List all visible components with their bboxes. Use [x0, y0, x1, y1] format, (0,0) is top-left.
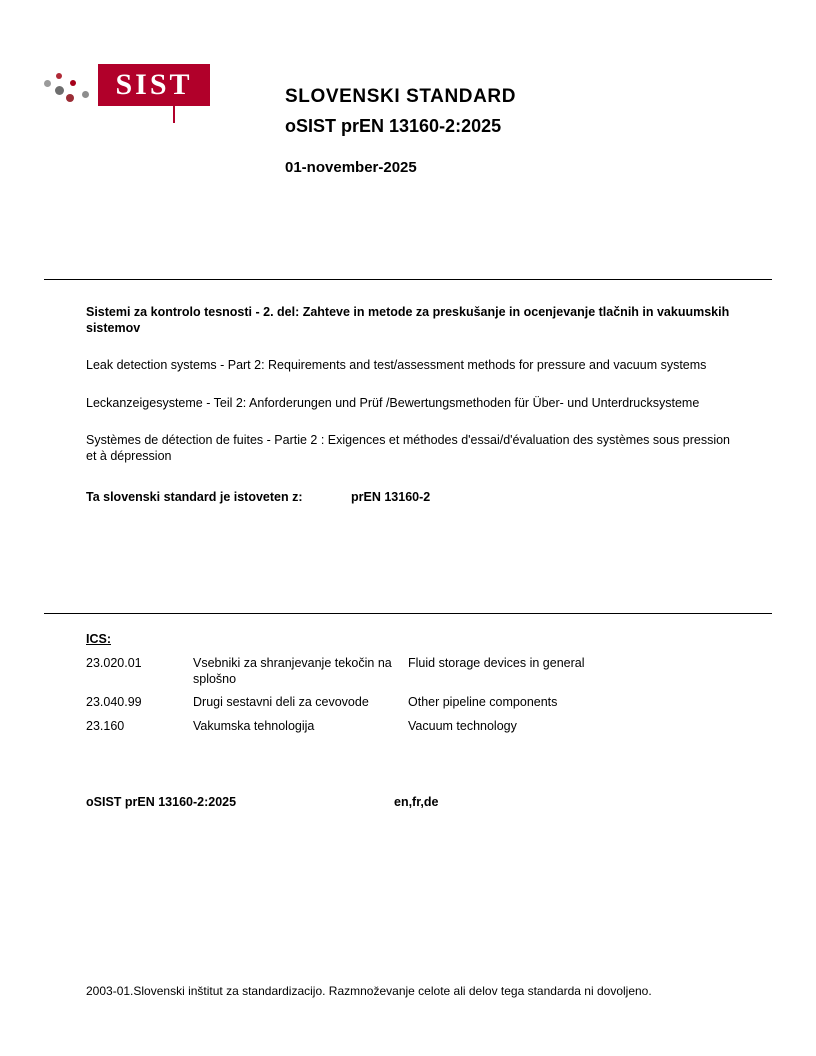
- logo-dots-icon: [42, 70, 102, 114]
- sist-logo: [42, 64, 210, 120]
- logo-wordmark-box: [98, 64, 210, 106]
- ics-term-english: Vacuum technology: [408, 718, 517, 733]
- logo-dot: [70, 80, 76, 86]
- ics-term-slovenian: Drugi sestavni deli za cevovode: [193, 695, 369, 709]
- ics-code: 23.160: [86, 718, 125, 733]
- ics-term-english: Other pipeline components: [408, 695, 558, 709]
- designation-number: oSIST prEN 13160-2:2025: [86, 795, 237, 809]
- logo-wordmark: SIST: [115, 68, 193, 101]
- ics-row: [86, 656, 731, 687]
- designation-row: [86, 795, 731, 809]
- ics-code: 23.040.99: [86, 695, 142, 709]
- title-english: Leak detection systems - Part 2: Requirements and test/assessment methods for pressure and vacuum systems: [86, 358, 707, 372]
- logo-dot: [82, 91, 89, 98]
- identical-with-row: [86, 490, 731, 504]
- divider-bottom: [44, 613, 772, 614]
- header-title-block: [285, 86, 765, 176]
- ics-term-slovenian: Vakumska tehnologija: [193, 718, 315, 733]
- title-section: [86, 305, 731, 504]
- standard-kind: SLOVENSKI STANDARD: [285, 86, 517, 107]
- logo-dot: [44, 80, 51, 87]
- logo-dot: [55, 86, 64, 95]
- designation-languages: en,fr,de: [394, 795, 439, 809]
- ics-row: [86, 695, 731, 711]
- standard-date: 01-november-2025: [285, 159, 417, 176]
- title-french: Systèmes de détection de fuites - Partie 2 : Exigences et méthodes d'essai/d'évaluation des systèmes sous pression et à dépression: [86, 433, 731, 463]
- title-slovenian: Sistemi za kontrolo tesnosti - 2. del: Zahteve in metode za preskušanje in ocenjevanje tlačnih in vakuumskih sistemov: [86, 305, 730, 335]
- ics-label: ICS:: [86, 632, 111, 646]
- ics-row: [86, 719, 731, 735]
- title-german: Leckanzeigesysteme - Teil 2: Anforderungen und Prüf /Bewertungsmethoden für Über- und Unterdrucksysteme: [86, 395, 700, 410]
- ics-code: 23.020.01: [86, 656, 142, 670]
- ics-section: [86, 632, 731, 742]
- standard-number: oSIST prEN 13160-2:2025: [285, 116, 502, 136]
- document-header: [0, 56, 816, 186]
- ics-term-slovenian: Vsebniki za shranjevanje tekočin na splošno: [193, 656, 392, 686]
- divider-top: [44, 279, 772, 280]
- ics-term-english: Fluid storage devices in general: [408, 656, 585, 670]
- document-footer: 2003-01.Slovenski inštitut za standardizacijo. Razmnoževanje celote ali delov tega standarda ni dovoljeno.: [86, 984, 652, 998]
- logo-dot: [56, 73, 62, 79]
- identical-with-label: Ta slovenski standard je istoveten z:: [86, 490, 303, 504]
- identical-with-value: prEN 13160-2: [351, 490, 431, 504]
- logo-dot: [66, 94, 74, 102]
- logo-stem: [173, 106, 175, 123]
